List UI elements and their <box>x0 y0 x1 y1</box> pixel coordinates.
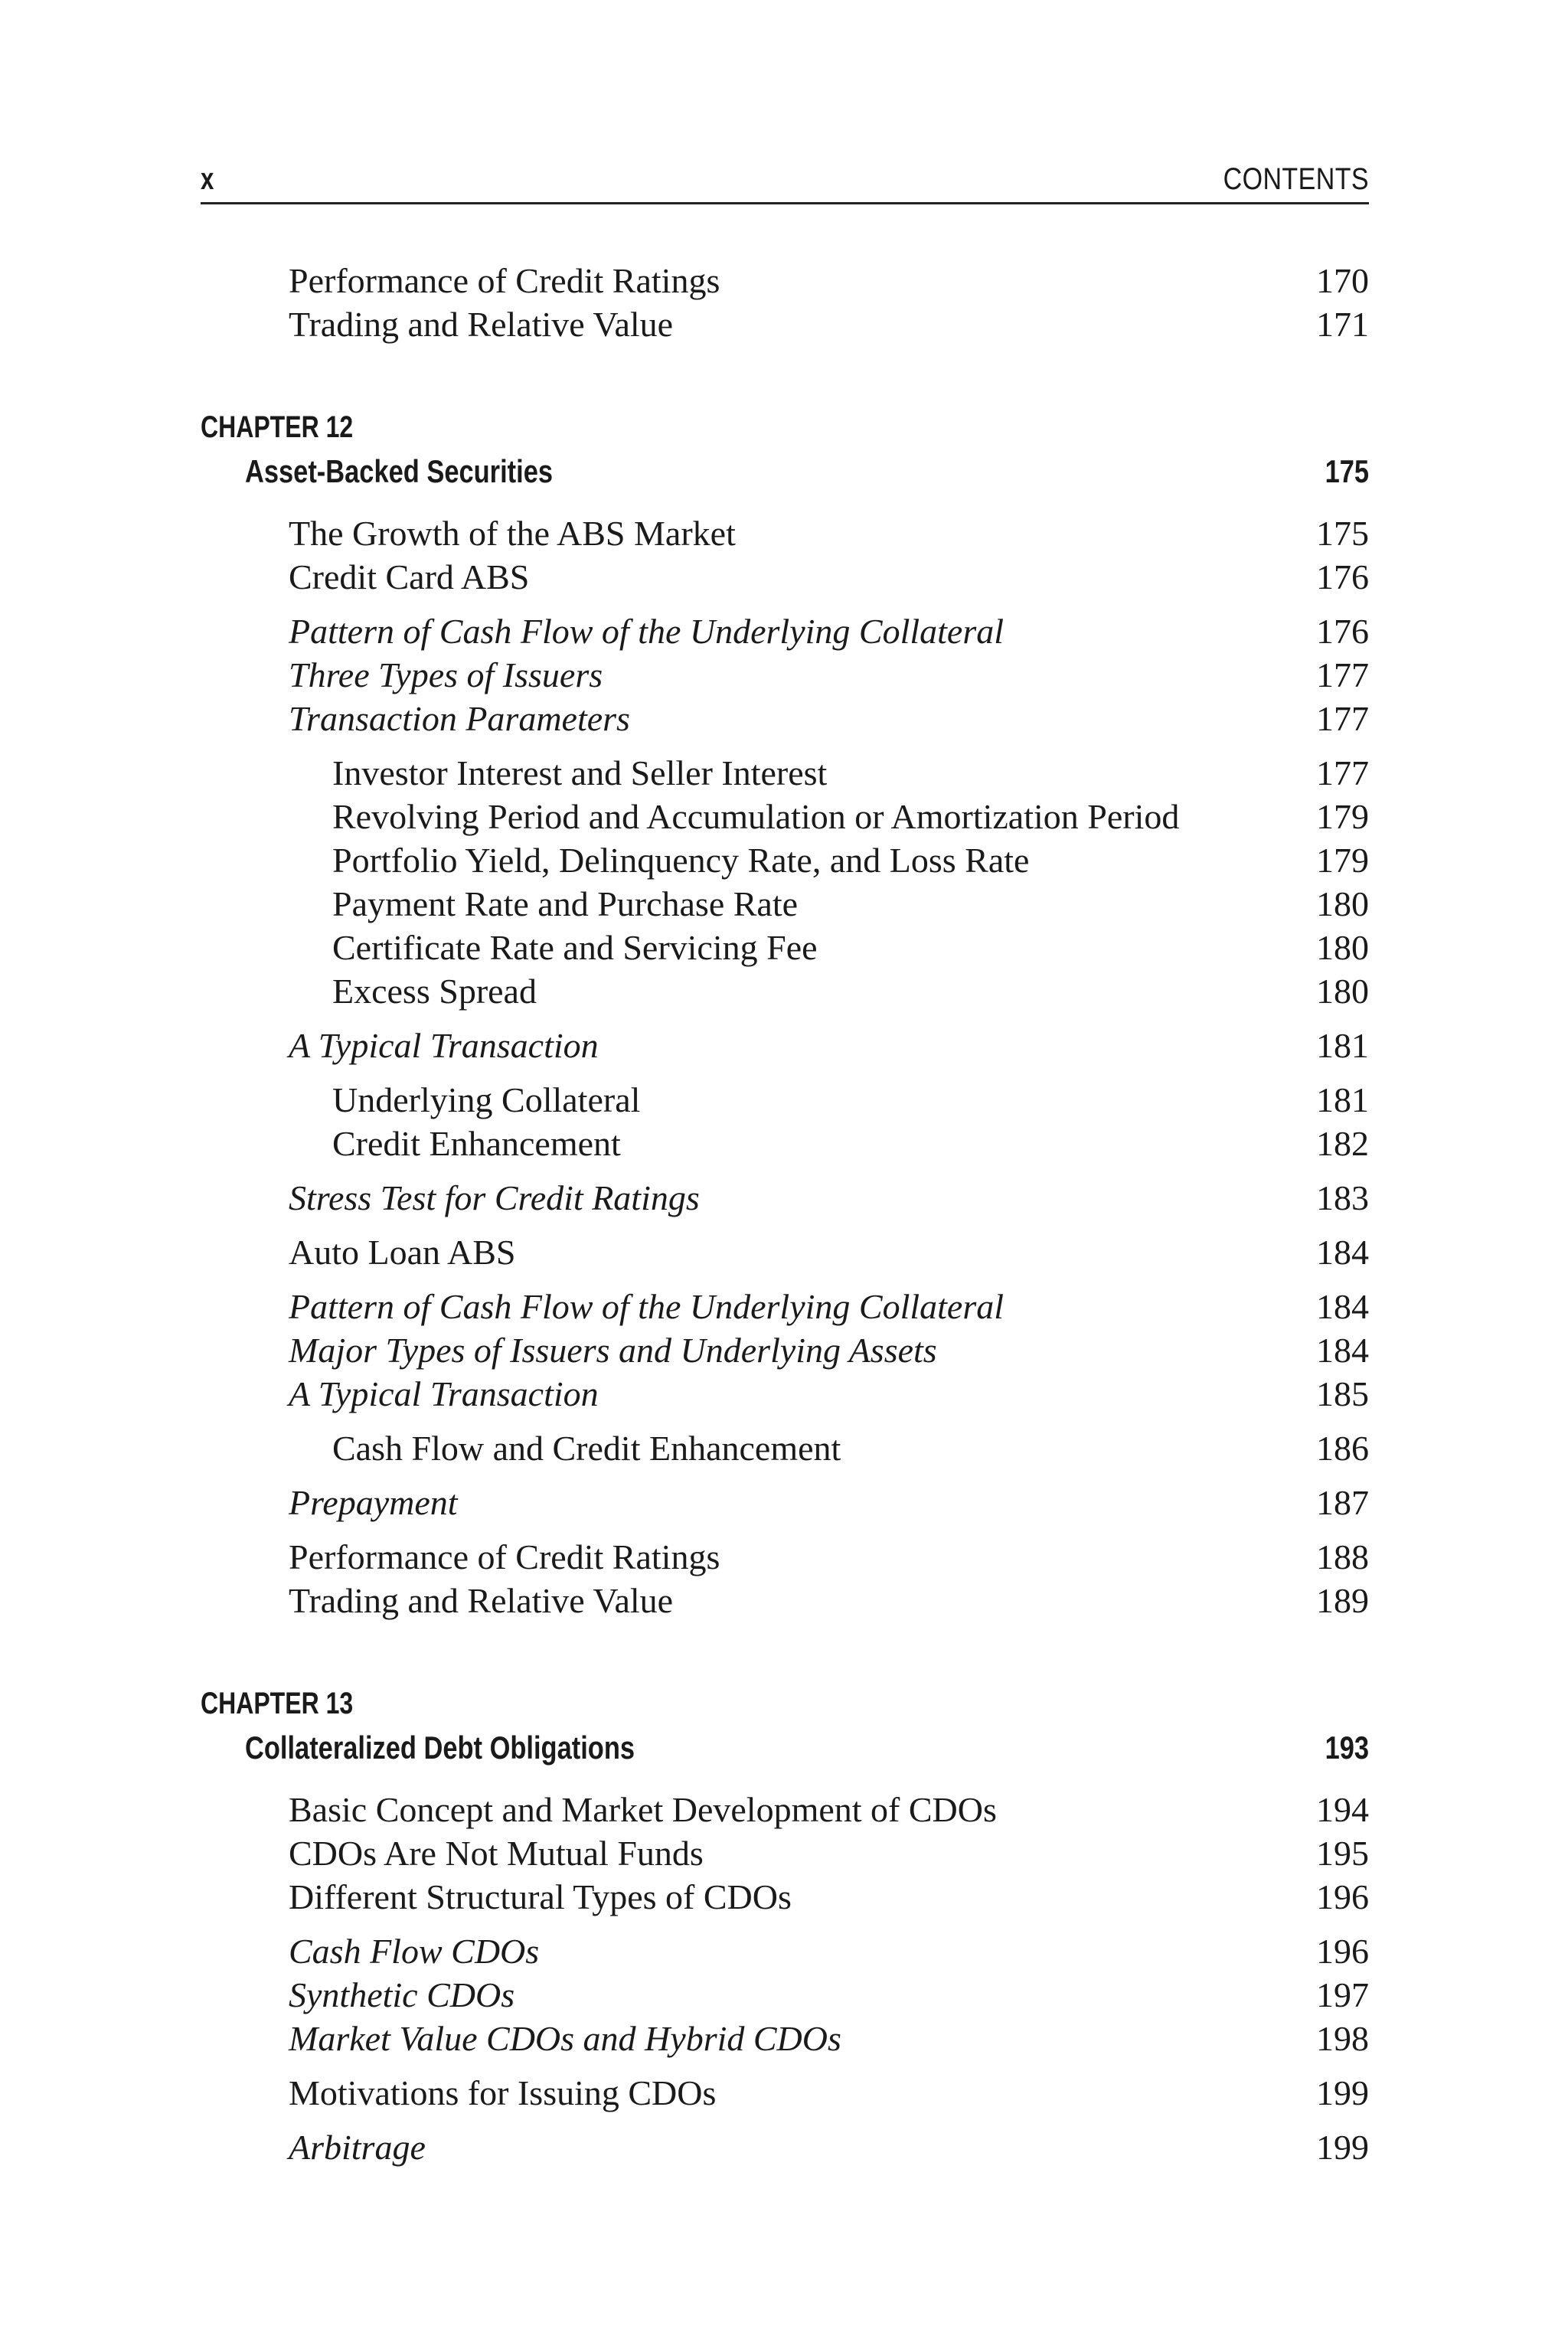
toc-entry-page: 177 <box>1316 699 1369 738</box>
toc-entry <box>201 1372 1369 1416</box>
toc-entry-page: 180 <box>1316 972 1369 1011</box>
toc-entry-title: Certificate Rate and Servicing Fee <box>332 928 818 967</box>
toc-entry <box>201 1579 1369 1622</box>
toc-entry-page: 196 <box>1316 1932 1369 1971</box>
toc-entry <box>201 1929 1369 1973</box>
toc-entry <box>201 2017 1369 2060</box>
toc-entry-title: Performance of Credit Ratings <box>289 1537 720 1576</box>
toc-entry <box>201 795 1369 838</box>
toc-entry-page: 181 <box>1316 1080 1369 1119</box>
toc-entry-page: 175 <box>1316 514 1369 553</box>
toc-entry-title: Market Value CDOs and Hybrid CDOs <box>289 2019 841 2058</box>
toc-entry-title: Performance of Credit Ratings <box>289 261 720 300</box>
toc-entry-page: 194 <box>1316 1790 1369 1829</box>
chapter-title: Asset-Backed Securities <box>245 453 554 489</box>
toc-entry-title: Pattern of Cash Flow of the Underlying Collateral <box>289 1287 1004 1326</box>
toc-entry-title: Transaction Parameters <box>289 699 630 738</box>
toc-entry-title: CDOs Are Not Mutual Funds <box>289 1834 704 1873</box>
toc-entry-page: 176 <box>1316 557 1369 596</box>
toc-entry-page: 179 <box>1316 841 1369 880</box>
toc-entry-page: 185 <box>1316 1374 1369 1413</box>
toc-entry <box>201 1831 1369 1875</box>
toc-entry-page: 184 <box>1316 1287 1369 1326</box>
toc-entry-title: A Typical Transaction <box>289 1374 599 1413</box>
toc-entry-title: Excess Spread <box>332 972 537 1011</box>
toc-entry-page: 177 <box>1316 753 1369 792</box>
chapter-title: Collateralized Debt Obligations <box>245 1730 635 1766</box>
toc-entry-page: 184 <box>1316 1233 1369 1272</box>
toc-entry-title: Synthetic CDOs <box>289 1975 515 2014</box>
toc-entry-page: 199 <box>1316 2073 1369 2112</box>
toc-entry-title: Three Types of Issuers <box>289 655 603 694</box>
toc-entry-title: Arbitrage <box>289 2128 426 2167</box>
toc-entry <box>201 1788 1369 1831</box>
toc-entry-page: 196 <box>1316 1877 1369 1916</box>
toc-entry-page: 183 <box>1316 1178 1369 1217</box>
toc-entry-page: 181 <box>1316 1026 1369 1065</box>
toc-entry-page: 170 <box>1316 261 1369 300</box>
toc-entry-title: Investor Interest and Seller Interest <box>332 753 828 792</box>
toc-entry <box>201 926 1369 969</box>
toc-entry <box>201 1285 1369 1328</box>
toc-entry-page: 188 <box>1316 1537 1369 1576</box>
toc-entry-page: 182 <box>1316 1124 1369 1163</box>
chapter-page: 175 <box>1325 453 1369 489</box>
toc-entry-page: 179 <box>1316 797 1369 836</box>
toc-entry-title: Cash Flow CDOs <box>289 1932 540 1971</box>
table-of-contents <box>201 259 1369 2169</box>
toc-entry <box>201 302 1369 346</box>
toc-entry-page: 195 <box>1316 1834 1369 1873</box>
toc-entry-page: 171 <box>1316 305 1369 344</box>
toc-entry <box>201 1875 1369 1919</box>
toc-entry <box>201 1328 1369 1372</box>
chapter-title-row <box>201 449 1369 493</box>
toc-entry <box>201 1176 1369 1220</box>
toc-entry <box>201 882 1369 926</box>
toc-entry-title: Trading and Relative Value <box>289 305 674 344</box>
toc-entry-title: Credit Card ABS <box>289 557 530 596</box>
page-number: x <box>201 162 214 196</box>
toc-entry-title: Underlying Collateral <box>332 1080 641 1119</box>
toc-entry <box>201 1481 1369 1524</box>
toc-entry-title: Credit Enhancement <box>332 1124 621 1163</box>
toc-entry-title: Motivations for Issuing CDOs <box>289 2073 717 2112</box>
toc-entry-page: 180 <box>1316 928 1369 967</box>
toc-entry <box>201 2071 1369 2115</box>
toc-entry-title: Pattern of Cash Flow of the Underlying Collateral <box>289 612 1004 651</box>
chapter-heading <box>201 406 1369 493</box>
toc-entry-page: 197 <box>1316 1975 1369 2014</box>
toc-entry <box>201 1426 1369 1470</box>
toc-entry-title: A Typical Transaction <box>289 1026 599 1065</box>
toc-entry-title: Basic Concept and Market Development of CDOs <box>289 1790 997 1829</box>
toc-entry-title: Payment Rate and Purchase Rate <box>332 884 799 923</box>
toc-entry <box>201 751 1369 795</box>
chapter-label: CHAPTER 13 <box>201 1687 354 1720</box>
toc-entry <box>201 511 1369 555</box>
toc-entry-title: Portfolio Yield, Delinquency Rate, and Loss Rate <box>332 841 1030 880</box>
toc-entry <box>201 838 1369 882</box>
toc-entry-page: 189 <box>1316 1581 1369 1620</box>
chapter-page: 193 <box>1325 1730 1369 1766</box>
toc-entry <box>201 1535 1369 1579</box>
toc-entry-page: 180 <box>1316 884 1369 923</box>
toc-entry-page: 186 <box>1316 1429 1369 1468</box>
toc-entry <box>201 1024 1369 1067</box>
toc-entry-page: 199 <box>1316 2128 1369 2167</box>
chapter-label: CHAPTER 12 <box>201 410 354 444</box>
toc-entry-title: Major Types of Issuers and Underlying Assets <box>289 1331 937 1370</box>
toc-entry <box>201 2125 1369 2169</box>
running-section-title: CONTENTS <box>1223 162 1369 196</box>
toc-entry-page: 176 <box>1316 612 1369 651</box>
toc-entry <box>201 653 1369 697</box>
toc-entry <box>201 697 1369 740</box>
toc-entry-title: The Growth of the ABS Market <box>289 514 736 553</box>
chapter-heading <box>201 1682 1369 1769</box>
toc-entry-title: Revolving Period and Accumulation or Amortization Period <box>332 797 1180 836</box>
chapter-title-row <box>201 1726 1369 1769</box>
toc-entry-page: 187 <box>1316 1483 1369 1522</box>
toc-entry-title: Cash Flow and Credit Enhancement <box>332 1429 841 1468</box>
toc-entry-title: Stress Test for Credit Ratings <box>289 1178 700 1217</box>
toc-entry-title: Prepayment <box>289 1483 458 1522</box>
toc-entry-page: 177 <box>1316 655 1369 694</box>
toc-entry-title: Auto Loan ABS <box>289 1233 516 1272</box>
toc-entry <box>201 1122 1369 1165</box>
toc-entry <box>201 1973 1369 2017</box>
toc-entry <box>201 259 1369 302</box>
toc-entry-title: Trading and Relative Value <box>289 1581 674 1620</box>
toc-entry-page: 184 <box>1316 1331 1369 1370</box>
toc-entry <box>201 1230 1369 1274</box>
toc-entry <box>201 969 1369 1013</box>
toc-entry-title: Different Structural Types of CDOs <box>289 1877 792 1916</box>
toc-entry <box>201 555 1369 599</box>
running-head <box>201 156 1369 204</box>
toc-entry-page: 198 <box>1316 2019 1369 2058</box>
toc-entry <box>201 609 1369 653</box>
toc-entry <box>201 1078 1369 1122</box>
